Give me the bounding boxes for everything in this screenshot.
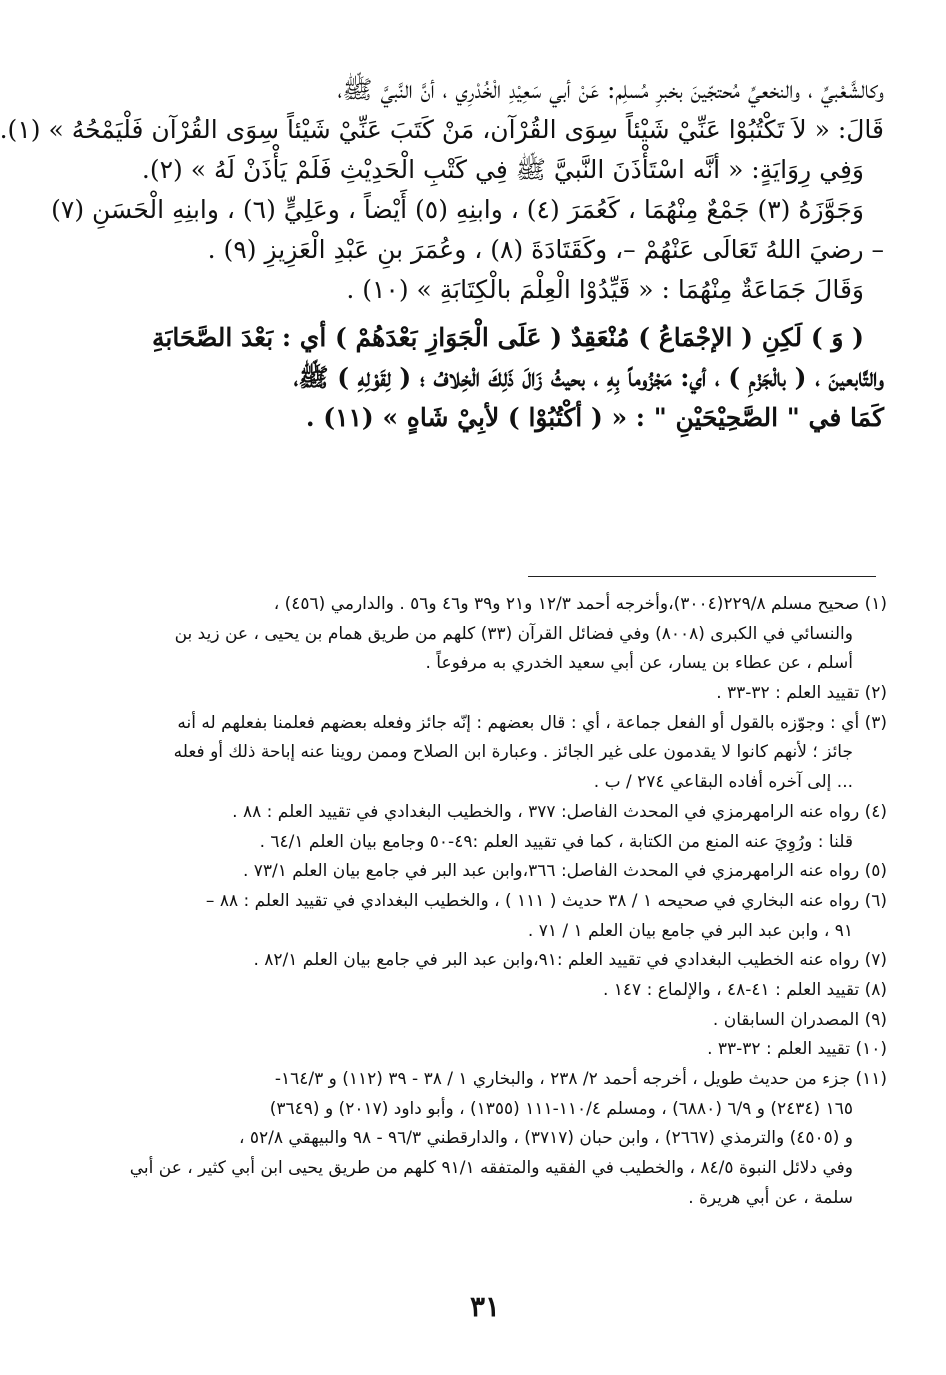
footnote-line: قلنا : ورُوِيَ عنه المنع من الكتابة ، كما في تقييد العلم :٤٩-٥٠ وجامع بيان العلم ٦٤/١ .: [259, 831, 853, 852]
main-text-line: وكالشَّعْبيِّ ، والنخعيِّ مُحتجّينَ بخبرِ مُسلِم: عَنْ أبي سَعِيْدِ الْخُدْرِي ، أنَّ النَّبيَّ ﷺ،: [337, 75, 884, 104]
footnote-line: (٩) المصدران السابقان .: [712, 1009, 887, 1030]
footnote-line: (٤) رواه عنه الرامهرمزي في المحدث الفاصل: ٣٧٧ ، والخطيب البغدادي في تقييد العلم : ٨٨ .: [232, 801, 887, 822]
footnote-line: (٥) رواه عنه الرامهرمزي في المحدث الفاصل: ٣٦٦،وابن عبد البر في جامع بيان العلم ٧٣/١ .: [242, 861, 887, 882]
footnote-separator: [528, 576, 876, 577]
footnote-line: وفي دلائل النبوة ٨٤/٥ ، والخطيب في الفقيه والمتفقه ٩١/١ كلهم من طريق يحيى ابن أبي كثير ، عن أبي: [129, 1158, 853, 1179]
footnote-line: (١) صحيح مسلم ٢٢٩/٨(٣٠٠٤)،وأخرجه أحمد ١٢/٣ و٢١ و٣٩ و٤٦ و٥٦ . والدارمي (٤٥٦) ،: [273, 594, 887, 614]
main-text-line: وَجَوَّزَهُ (٣) جَمْعٌ مِنْهُمَا ، كَعُمَرَ (٤) ، وابنِهِ (٥) أَيْضاً ، وعَلِيٍّ (٦) ، وابنِهِ الْحَسَنِ (٧): [51, 195, 864, 224]
footnote-line: ... إلى آخره أفاده البقاعي ٢٧٤ / ب .: [593, 772, 853, 793]
footnote-line: أسلم ، عن عطاء بن يسار، عن أبي سعيد الخدري به مرفوعاً .: [425, 653, 853, 674]
main-text-line: – رضيَ اللهُ تَعَالَى عَنْهُمْ –، وكَقَتَادَةَ (٨) ، وعُمَرَ بنِ عَبْدِ الْعَزِيزِ (٩) .: [207, 235, 884, 264]
page-number: ٣١: [469, 1290, 501, 1323]
footnote-line: جائز ؛ لأنهم كانوا لا يقدمون على غير الجائز . وعبارة ابن الصلاح وممن روينا عنه إباحة ذلك أو فعله: [173, 742, 853, 763]
footnotes-block: [92, 590, 887, 1213]
footnote-line: (٦) رواه عنه البخاري في صحيحه ١ / ٣٨ حديث ( ١١١ ) ، والخطيب البغدادي في تقييد العلم : ٨٨ –: [205, 890, 887, 911]
footnote-line: (١١) جزء من حديث طويل ، أخرجه أحمد ٢/ ٢٣٨ ، والبخاري ١ / ٣٨ - ٣٩ (١١٢) و ١٦٤/٣-: [274, 1069, 887, 1089]
main-text-line: وَقَالَ جَمَاعَةٌ مِنْهُمَا : « قَيِّدُوْا الْعِلْمَ بالْكِتَابَةِ » (١٠) .: [346, 275, 864, 304]
main-text-line: كَمَا في " الصَّحِيْحَيْنِ " : « ( أكْتُبُوْا ) لأبِيْ شَاهٍ » (١١) .: [305, 403, 884, 432]
footnote-line: (٨) تقييد العلم : ٤١-٤٨ ، والإلماع : ١٤٧ .: [602, 979, 887, 1000]
footnote-line: سلمة ، عن أبي هريرة .: [688, 1187, 853, 1208]
footnote-line: والنسائي في الكبرى (٨٠٠٨) وفي فضائل القرآن (٣٣) كلهم من طريق همام بن يحيى ، عن زيد بن: [174, 623, 853, 644]
footnote-line: (١٠) تقييد العلم : ٣٢-٣٣ .: [707, 1039, 887, 1060]
footnote-line: و (٤٥٠٥) والترمذي (٢٦٦٧) ، وابن حبان (٣٧١٧) ، والدارقطني ٩٦/٣ - ٩٨ والبيهقي ٥٢/٨ ،: [239, 1128, 853, 1149]
main-text-line: والتَّابعينَ ، ( بالْجَزْمِ ) ، أي: مَجْزُوماً بِهِ ، بحيثُ زَالَ ذَلِكَ الْخِلافُ ؛ ( لِقَوْلِهِ ) ﷺ،: [293, 363, 884, 392]
main-text-block: [0, 70, 884, 438]
main-text-line: قَالَ: « لاَ تَكْتُبُوْا عَنِّيْ شَيْئاً سِوَى القُرْآن، مَنْ كَتَبَ عَنِّيْ شَيْئاً سِوَى القُرْآن فَلْيَمْحُهُ » (١).: [0, 115, 884, 144]
footnote-line: (٧) رواه عنه الخطيب البغدادي في تقييد العلم :٩١،وابن عبد البر في جامع بيان العلم ٨٢/١ .: [253, 950, 887, 971]
footnote-line: ٩١ ، وابن عبد البر في جامع بيان العلم ١ / ٧١ .: [527, 920, 853, 941]
main-text-line: وَفِي رِوَايَةٍ: « أنَّه اسْتَأْذَنَ النَّبيَّ ﷺ فِي كَتْبِ الْحَدِيْثِ فَلَمْ يَأْذَنْ لَهُ » (٢).: [141, 155, 864, 184]
footnote-line: ١٦٥ (٢٤٣٤) و ٦/٩ (٦٨٨٠) ، ومسلم ١١٠/٤-١١١ (١٣٥٥) ، وأبو داود (٢٠١٧) و (٣٦٤٩): [269, 1098, 853, 1119]
main-text-line: ( وَ ) لَكِنِ ( الإجْمَاعُ ) مُنْعَقِدٌ ( عَلَى الْجَوَازِ بَعْدَهُمْ ) أي : بَعْدَ الصَّحَابَةِ: [151, 323, 864, 352]
footnote-line: (٢) تقييد العلم : ٣٢-٣٣ .: [716, 683, 887, 704]
footnote-line: (٣) أي : وجوّزه بالقول أو الفعل جماعة ، أي : قال بعضهم : إنّه جائز وفعله بعضهم فعلمنا بفعلهم له أنه: [177, 712, 887, 733]
